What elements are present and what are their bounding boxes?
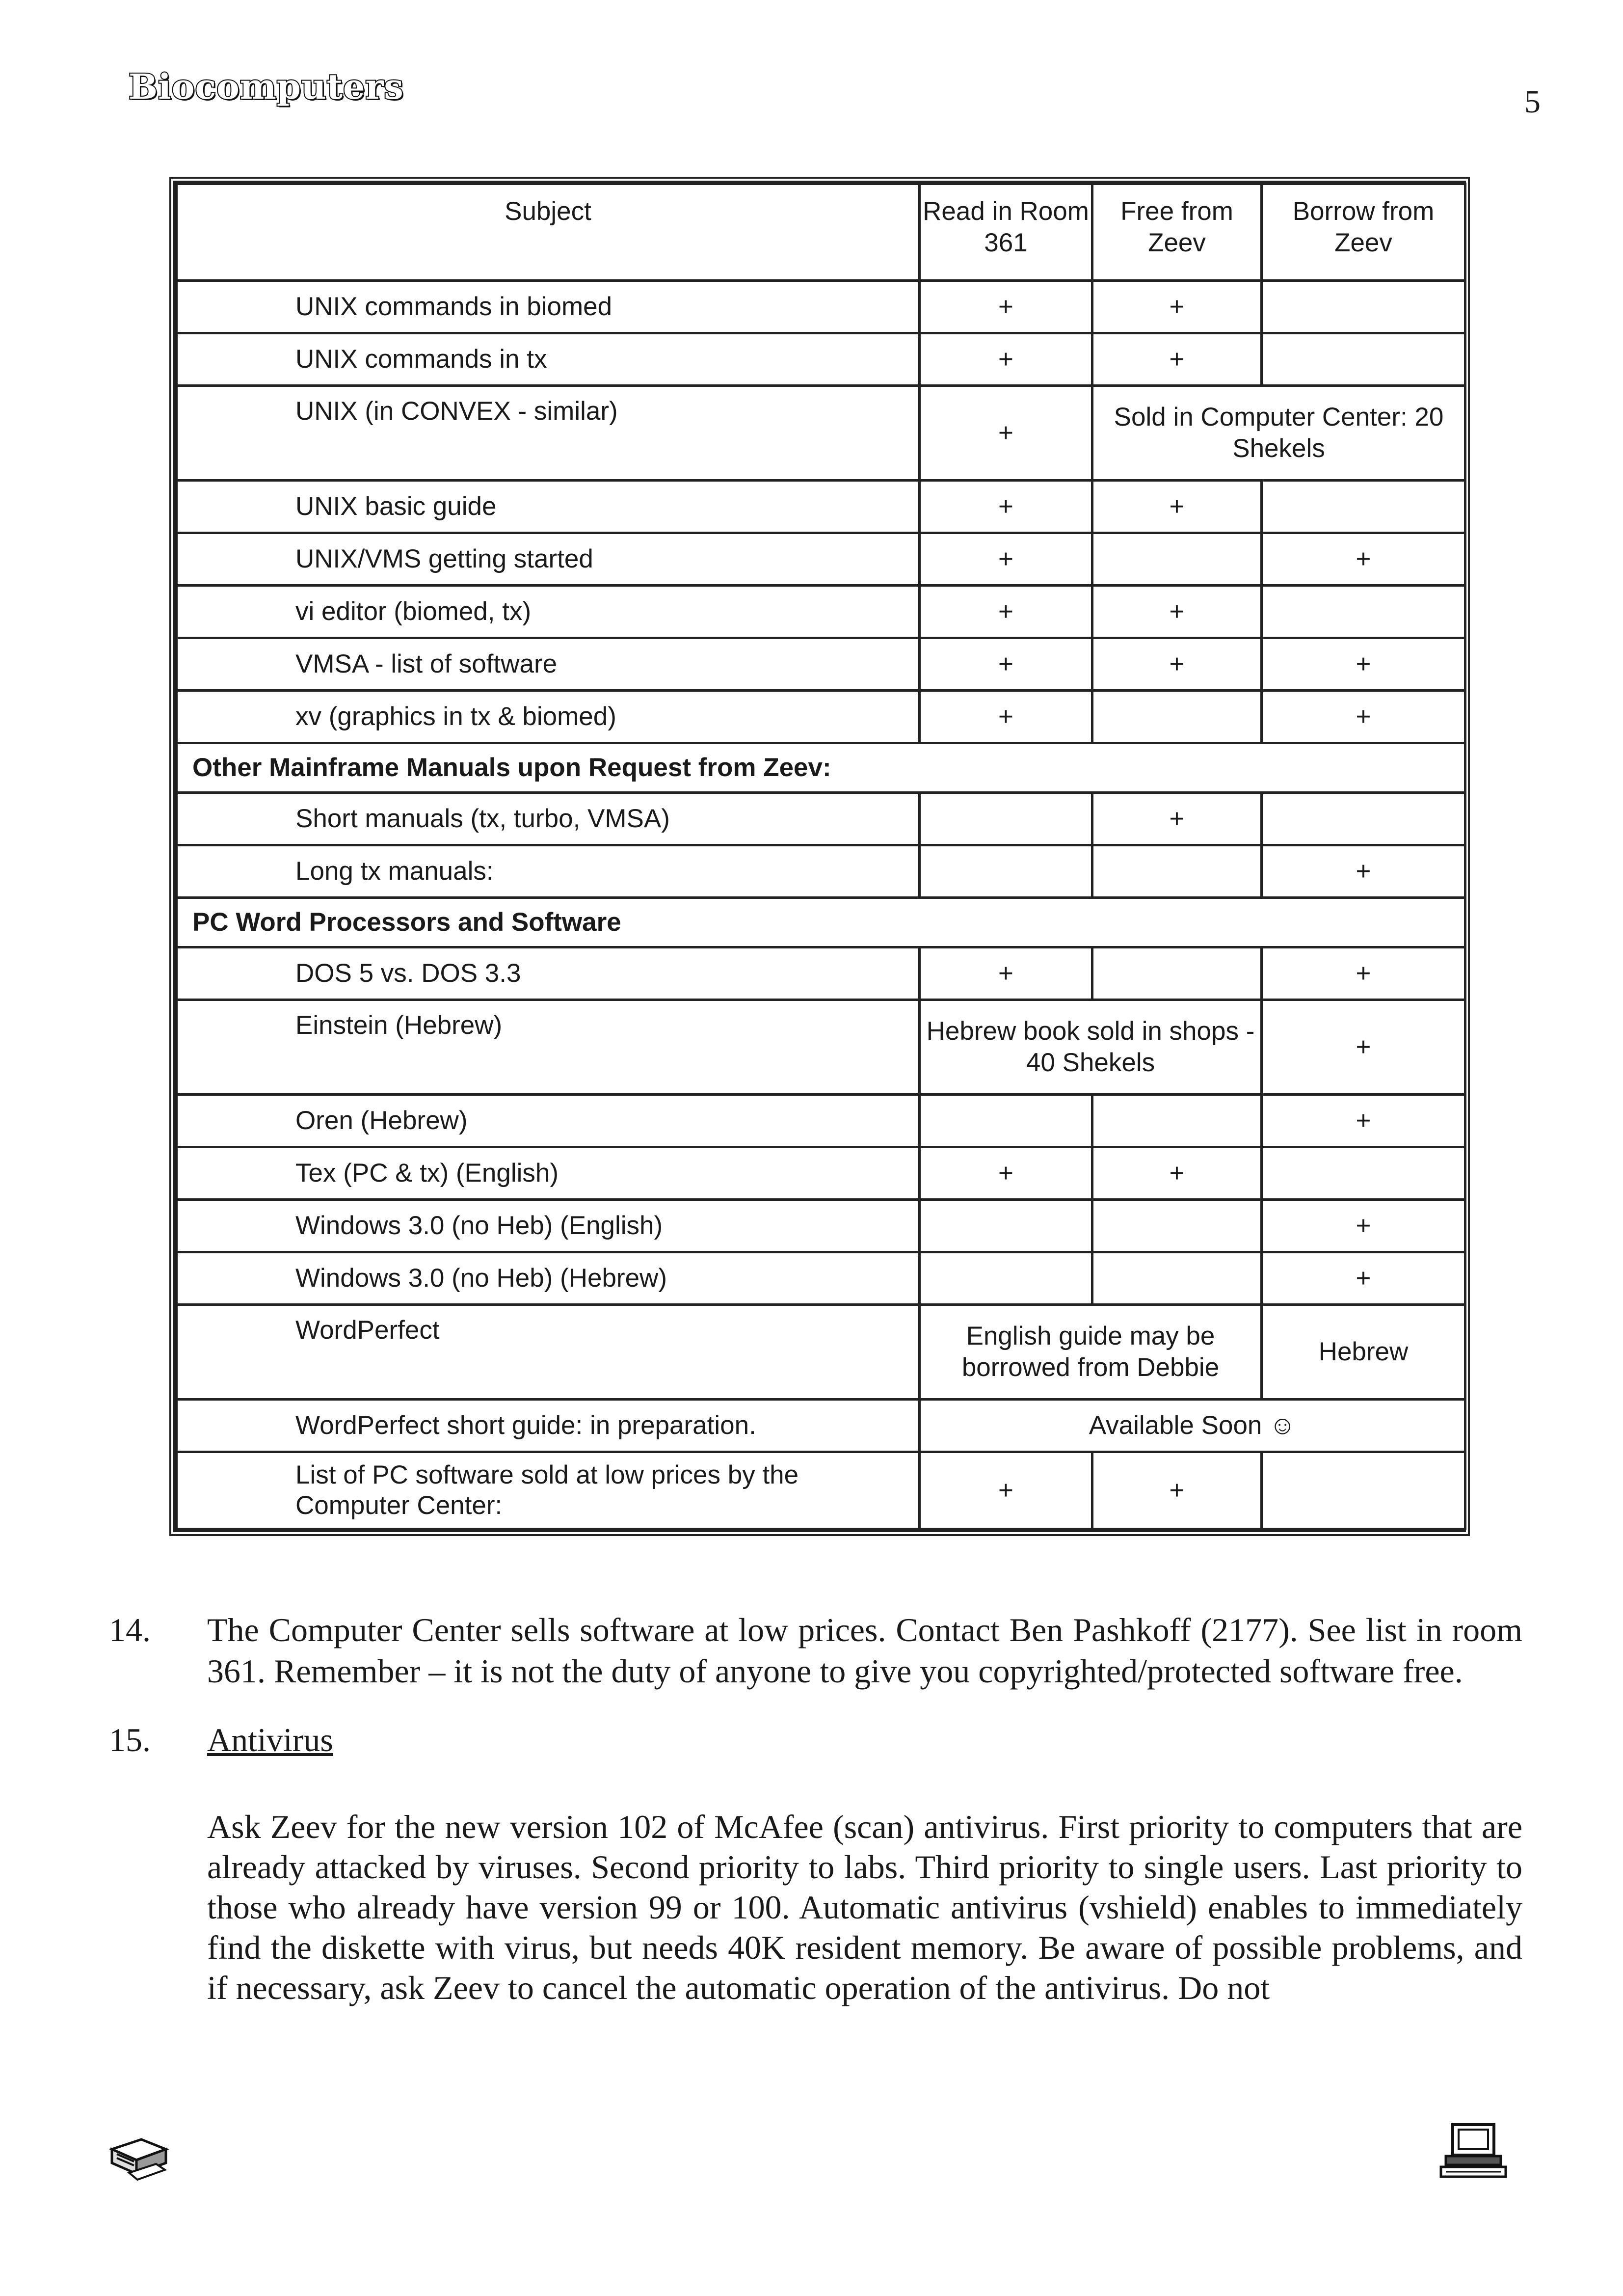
cell-free: +	[1092, 586, 1262, 638]
cell-read: +	[920, 386, 1092, 481]
antivirus-paragraph: Ask Zeev for the new version 102 of McAfee (scan) antivirus. First priority to computers that are already attacked by viruses. Second priority to labs. Third priority to single users. Last priority to those who already have version 99 or 100. Automatic antivirus (vshield) enables to immediately find the diskette with virus, but needs 40K resident memory. Be aware of possible problems, and if necessary, ask Zeev to cancel the automatic operation of the antivirus. Do not	[207, 1808, 1522, 2006]
row-subject: Tex (PC & tx) (English)	[177, 1147, 920, 1200]
section-heading: PC Word Processors and Software	[177, 898, 1465, 947]
row-subject: Windows 3.0 (no Heb) (Hebrew)	[177, 1252, 920, 1305]
cell-borrow: +	[1262, 691, 1465, 743]
row-subject: VMSA - list of software	[177, 638, 920, 691]
cell-borrow: Hebrew	[1262, 1305, 1465, 1400]
table-row	[177, 386, 1465, 481]
item-heading: Antivirus	[207, 1721, 333, 1758]
item-number: 15.	[109, 1721, 151, 1758]
column-header-free: Free from Zeev	[1092, 184, 1262, 281]
section-row	[177, 898, 1465, 947]
cell-borrow	[1262, 1452, 1465, 1529]
table-row	[177, 793, 1465, 845]
cell-free	[1092, 1252, 1262, 1305]
item-text: The Computer Center sells software at low prices. Contact Ben Pashkoff (2177). See list in room 361. Remember – it is not the duty of anyone to give you copyrighted/protected software free.	[207, 1611, 1522, 1690]
cell-read: +	[920, 691, 1092, 743]
cell-read	[920, 1252, 1092, 1305]
cell-read	[920, 845, 1092, 898]
row-subject: xv (graphics in tx & biomed)	[177, 691, 920, 743]
row-subject: UNIX commands in tx	[177, 333, 920, 386]
list-item	[109, 1609, 1522, 1692]
cell-note: Sold in Computer Center: 20 Shekels	[1092, 386, 1465, 481]
table-row	[177, 638, 1465, 691]
table-row	[177, 1200, 1465, 1252]
table-row	[177, 1147, 1465, 1200]
column-header-borrow: Borrow from Zeev	[1262, 184, 1465, 281]
cell-note: English guide may be borrowed from Debbie	[920, 1305, 1262, 1400]
cell-borrow: +	[1262, 1095, 1465, 1147]
cell-read: +	[920, 586, 1092, 638]
table-row	[177, 1252, 1465, 1305]
cell-borrow	[1262, 586, 1465, 638]
row-subject: WordPerfect short guide: in preparation.	[177, 1400, 920, 1452]
cell-free: +	[1092, 481, 1262, 533]
cell-free	[1092, 533, 1262, 586]
cell-free	[1092, 1095, 1262, 1147]
cell-free: +	[1092, 281, 1262, 333]
cell-free: +	[1092, 793, 1262, 845]
cell-read	[920, 1200, 1092, 1252]
manuals-table-frame	[169, 177, 1470, 1536]
cell-free	[1092, 845, 1262, 898]
cell-read: +	[920, 481, 1092, 533]
table-row	[177, 281, 1465, 333]
cell-borrow	[1262, 333, 1465, 386]
row-subject: Oren (Hebrew)	[177, 1095, 920, 1147]
manuals-table	[175, 183, 1466, 1530]
column-header-subject: Subject	[177, 184, 920, 281]
table-header-row	[177, 184, 1465, 281]
row-subject: Windows 3.0 (no Heb) (English)	[177, 1200, 920, 1252]
item-number: 14.	[109, 1611, 151, 1648]
column-header-read: Read in Room 361	[920, 184, 1092, 281]
cell-borrow: +	[1262, 1200, 1465, 1252]
cell-read	[920, 1095, 1092, 1147]
cell-wide-note: Available Soon ☺	[920, 1400, 1465, 1452]
table-row	[177, 1400, 1465, 1452]
row-subject: UNIX commands in biomed	[177, 281, 920, 333]
cell-free	[1092, 1200, 1262, 1252]
cell-borrow	[1262, 481, 1465, 533]
row-subject: UNIX basic guide	[177, 481, 920, 533]
row-subject: Short manuals (tx, turbo, VMSA)	[177, 793, 920, 845]
cell-borrow: +	[1262, 1000, 1465, 1095]
cell-read: +	[920, 533, 1092, 586]
cell-free	[1092, 691, 1262, 743]
row-subject: UNIX (in CONVEX - similar)	[177, 386, 920, 481]
cell-borrow: +	[1262, 638, 1465, 691]
section-row	[177, 743, 1465, 793]
cell-read	[920, 793, 1092, 845]
cell-read: +	[920, 333, 1092, 386]
row-subject: Long tx manuals:	[177, 845, 920, 898]
row-subject: WordPerfect	[177, 1305, 920, 1400]
cell-borrow	[1262, 1147, 1465, 1200]
table-row	[177, 1305, 1465, 1400]
cell-read: +	[920, 638, 1092, 691]
table-row	[177, 845, 1465, 898]
table-row	[177, 586, 1465, 638]
cell-borrow: +	[1262, 1252, 1465, 1305]
printer-icon	[107, 2134, 171, 2191]
cell-free	[1092, 947, 1262, 1000]
cell-borrow: +	[1262, 947, 1465, 1000]
page-number: 5	[1524, 84, 1541, 120]
table-row	[177, 533, 1465, 586]
cell-free: +	[1092, 638, 1262, 691]
section-heading: Other Mainframe Manuals upon Request from Zeev:	[177, 743, 1465, 793]
cell-note: Hebrew book sold in shops - 40 Shekels	[920, 1000, 1262, 1095]
row-subject: List of PC software sold at low prices by the Computer Center:	[177, 1452, 920, 1529]
table-row	[177, 481, 1465, 533]
cell-read: +	[920, 1452, 1092, 1529]
row-subject: Einstein (Hebrew)	[177, 1000, 920, 1095]
cell-free: +	[1092, 1452, 1262, 1529]
cell-free: +	[1092, 333, 1262, 386]
row-subject: vi editor (biomed, tx)	[177, 586, 920, 638]
cell-borrow: +	[1262, 845, 1465, 898]
cell-borrow	[1262, 793, 1465, 845]
cell-borrow	[1262, 281, 1465, 333]
list-item	[109, 1719, 1522, 1760]
cell-free: +	[1092, 1147, 1262, 1200]
cell-read: +	[920, 281, 1092, 333]
biocomputers-logo: Biocomputers	[129, 66, 404, 107]
row-subject: UNIX/VMS getting started	[177, 533, 920, 586]
table-row	[177, 1095, 1465, 1147]
table-row	[177, 1452, 1465, 1529]
table-row	[177, 1000, 1465, 1095]
table-row	[177, 333, 1465, 386]
table-row	[177, 691, 1465, 743]
table-row	[177, 947, 1465, 1000]
row-subject: DOS 5 vs. DOS 3.3	[177, 947, 920, 1000]
cell-read: +	[920, 947, 1092, 1000]
computer-icon	[1439, 2121, 1508, 2182]
cell-read: +	[920, 1147, 1092, 1200]
cell-borrow: +	[1262, 533, 1465, 586]
